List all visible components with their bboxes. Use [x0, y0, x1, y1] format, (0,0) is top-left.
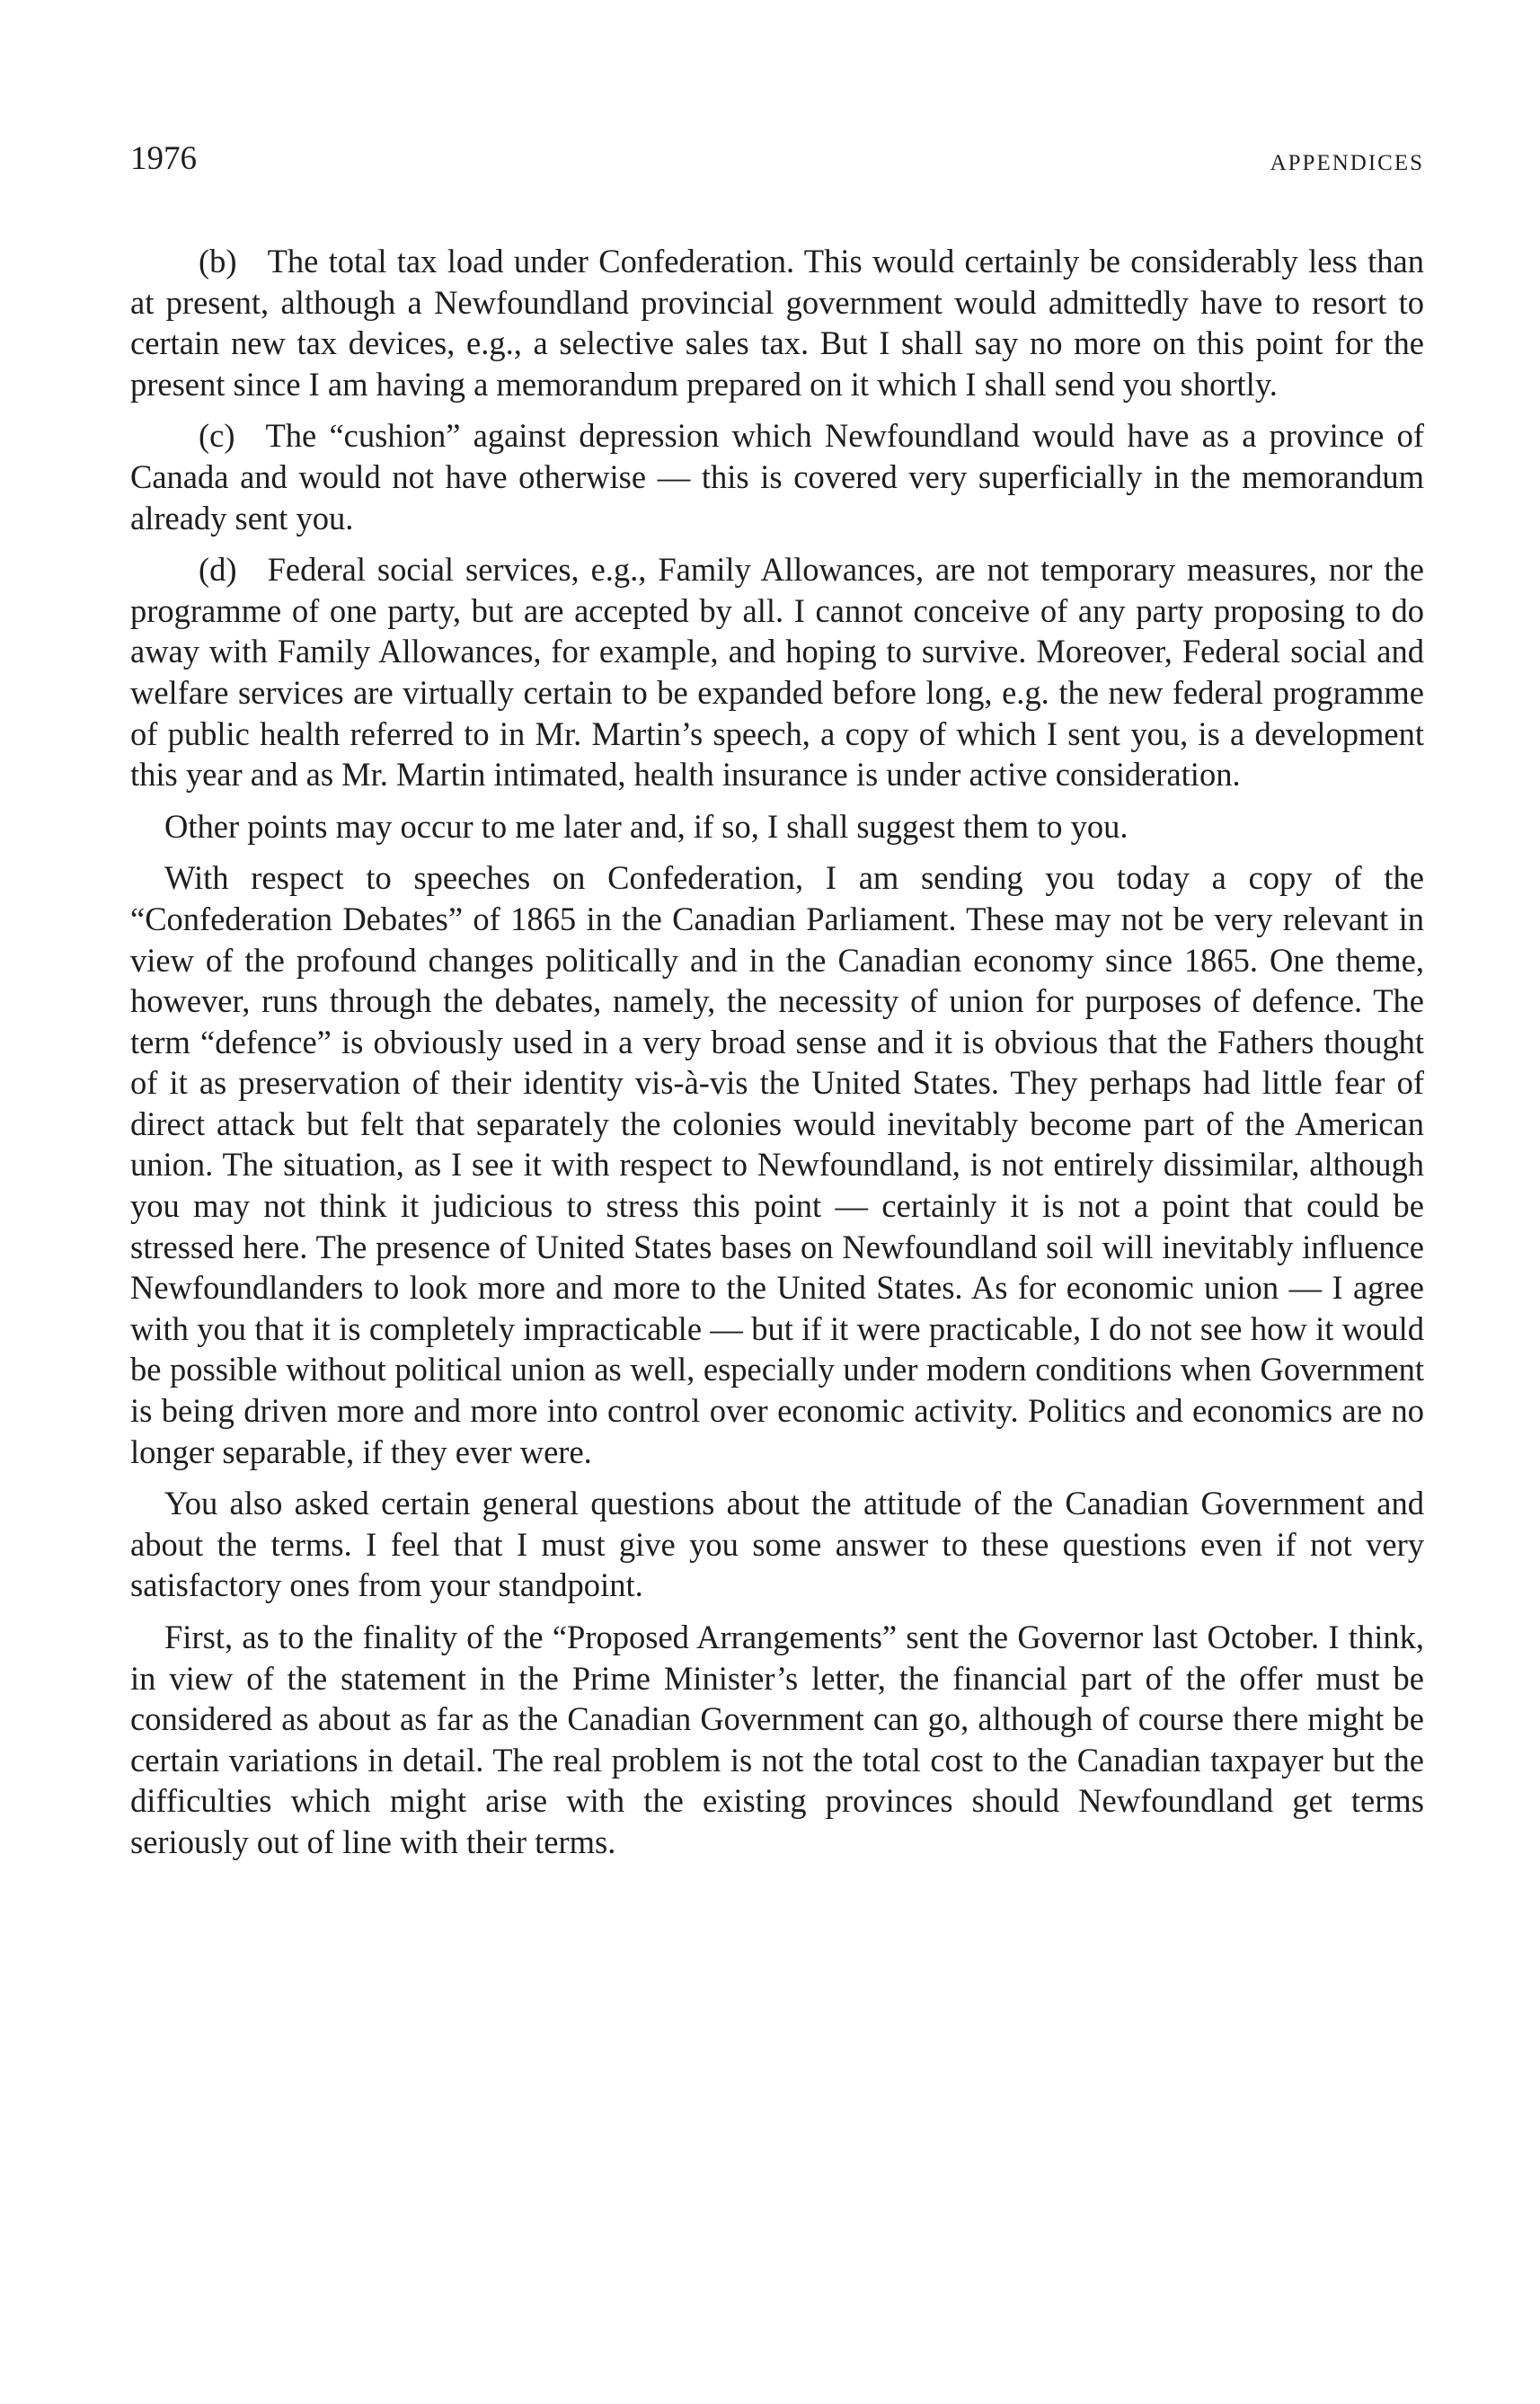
paragraph-text: First, as to the finality of the “Proposed Arrangements” sent the Governor last October. I think, in view of the statement in the Prime Minister’s letter, the financial part of the offer must be considered as about as far as the Canadian Government can go, although of course there might be certain variations in detail. The real problem is not the total cost to the Canadian taxpayer but the difficulties which might arise with the existing provinces should Newfoundland get terms seriously out of line with their terms. [130, 1619, 1424, 1860]
item-label: (b) [199, 243, 237, 279]
paragraph-item-d [130, 549, 1424, 795]
section-title: APPENDICES [1270, 151, 1424, 175]
paragraph-general-questions [130, 1483, 1424, 1606]
paragraph-finality-of-arrangements [130, 1617, 1424, 1863]
running-header [130, 137, 1424, 182]
page-number: 1976 [130, 140, 197, 177]
paragraph-item-c [130, 415, 1424, 538]
paragraph-other-points [130, 806, 1424, 847]
paragraph-item-b [130, 241, 1424, 404]
paragraph-text: The “cushion” against depression which Newfoundland would have as a province of Canada and would not have otherwise — this is covered very superficially in the memorandum already sent you. [130, 417, 1424, 537]
paragraph-text: Federal social services, e.g., Family Allowances, are not temporary measures, nor the programme of one party, but are accepted by all. I cannot conceive of any party proposing to do away with Family Allowances, for example, and hoping to survive. Moreover, Federal social and welfare services are virtually certain to be expanded before long, e.g. the new federal programme of public health referred to in Mr. Martin’s speech, a copy of which I sent you, is a development this year and as Mr. Martin intimated, health insurance is under active consideration. [130, 551, 1424, 794]
paragraph-text: With respect to speeches on Confederation, I am sending you today a copy of the “Confederation Debates” of 1865 in the Canadian Parliament. These may not be very relevant in view of the profound changes politically and in the Canadian economy since 1865. One theme, however, runs through the debates, namely, the necessity of union for purposes of defence. The term “defence” is obviously used in a very broad sense and it is obvious that the Fathers thought of it as preservation of their identity vis-à-vis the United States. They perhaps had little fear of direct attack but felt that separately the colonies would inevitably become part of the American union. The situation, as I see it with respect to Newfoundland, is not entirely dissimilar, although you may not think it judicious to stress this point — certainly it is not a point that could be stressed here. The presence of United States bases on Newfoundland soil will inevitably influence Newfoundlanders to look more and more to the United States. As for economic union — I agree with you that it is completely impracticable — but if it were practicable, I do not see how it would be possible without political union as well, especially under modern conditions when Government is being driven more and more into control over economic activity. Politics and economics are no longer separable, if they ever were. [130, 859, 1424, 1470]
paragraph-speeches-on-confederation [130, 857, 1424, 1472]
paragraph-text: The total tax load under Confederation. This would certainly be considerably less than at present, although a Newfoundland provincial government would admittedly have to resort to certain new tax devices, e.g., a selective sales tax. But I shall say no more on this point for the present since I am having a memorandum prepared on it which I shall send you shortly. [130, 243, 1424, 403]
body-text [130, 241, 1424, 1874]
paragraph-text: You also asked certain general questions about the attitude of the Canadian Government and about the terms. I feel that I must give you some answer to these questions even if not very satisfactory ones from your standpoint. [130, 1485, 1424, 1604]
paragraph-text: Other points may occur to me later and, if so, I shall suggest them to you. [164, 807, 1128, 845]
item-label: (d) [199, 551, 237, 589]
item-label: (c) [199, 417, 235, 455]
